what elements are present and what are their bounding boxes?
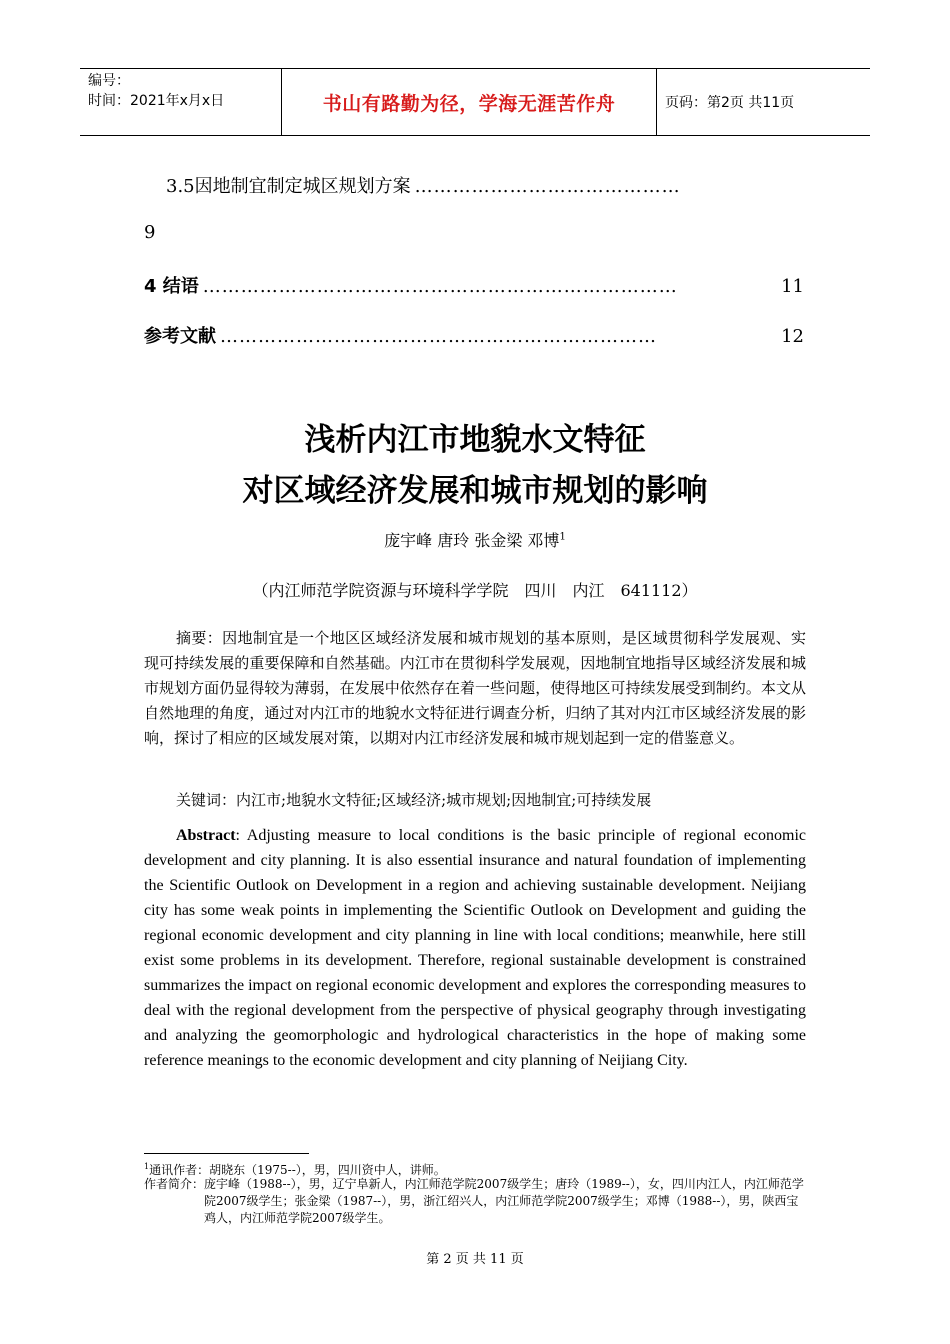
abstract-label: 摘要： [176,629,223,647]
footnote-corresponding-text: 通讯作者：胡晓东（1975--），男，四川资中人，讲师。 [149,1163,446,1177]
toc-entry-conclusion[interactable] [144,272,804,298]
author-footnote-mark: 1 [559,531,566,543]
keywords [144,788,806,813]
keywords-label: 关键词： [176,791,237,809]
footnote-divider [144,1153,309,1154]
toc-dots: ………………………………………………………………… [202,276,678,297]
toc-label: 参考文献 [144,326,216,347]
header-motto-cell [282,69,657,135]
authors [0,528,950,551]
footnote-bio-label: 作者简介： [144,1177,205,1191]
page-footer: 第 2 页 共 11 页 [426,1252,524,1267]
footnote-bio [144,1176,806,1227]
header-page-info: 页码：第2页 共11页 [665,95,795,111]
toc-label: 3.5因地制宜制定城区规划方案 [166,176,411,197]
header-time: 时间：2021年x月x日 [88,93,225,109]
toc-dots: …………………………………………………………… [220,326,657,347]
affiliation: （内江师范学院资源与环境科学学院 四川 内江 641112） [252,581,698,600]
abstract-english [144,823,806,1073]
toc-page: 9 [144,222,156,243]
abstract-en-label: Abstract [176,827,236,844]
header-number: 编号： [88,73,130,89]
toc-page: 12 [781,326,804,347]
header-meta [80,69,282,135]
toc-label: 4 结语 [144,276,199,297]
toc-page: 11 [781,276,804,297]
abstract-chinese [144,626,806,751]
author-names: 庞宇峰 唐玲 张金梁 邓博 [384,531,560,550]
header-motto: 书山有路勤为径，学海无涯苦作舟 [322,92,616,115]
footnote-mark: 1 [144,1162,150,1171]
toc-entry-references[interactable] [144,322,804,348]
toc-dots: …………………………………… [414,176,681,197]
abstract-text: 因地制宜是一个地区区域经济发展和城市规划的基本原则，是区域贯彻科学发展观、实现可持续发展的重要保障和自然基础。内江市在贯彻科学发展观，因地制宜地指导区域经济发展和城市规划方面仍显得较为薄弱，在发展中依然存在着一些问题，使得地区可持续发展受到制约。本文从自然地理的角度，通过对内江市的地貌水文特征进行调查分析，归纳了其对内江市区域经济发展的影响，探讨了相应的区域发展对策，以期对内江市经济发展和城市规划起到一定的借鉴意义。 [144,629,806,747]
footnote-bio-text: 庞宇峰（1988--），男，辽宁阜新人，内江师范学院2007级学生；唐玲（1989--），女，四川内江人，内江师范学院2007级学生；张金梁（1987--），男，浙江绍兴人，内江师范学院2007级学生；邓博（1988--），男，陕西宝鸡人，内江师范学院2007级学生。 [204,1177,804,1225]
paper-title-line-2: 对区域经济发展和城市规划的影响 [242,473,708,509]
abstract-en-text: : Adjusting measure to local conditions is the basic principle of regional economic development and city planning. It is also essential insurance and natural foundation of implementing the Scientific Outlook on Development in a region and achieving sustainable development. Neijiang city has some weak points in implementing the Scientific Outlook on Development and guiding the regional economic development and city planning in line with local conditions; meanwhile, here still exist some problems in its development. Therefore, regional sustainable development is constrained summarizes the impact on regional economic development and explores the corresponding measures to deal with the regional development from the perspective of physical geography through investigating and analyzing the geomorphologic and hydrological characteristics in the hope of making some reference meanings to the economic development and city planning of Neijiang City. [144,827,806,1069]
page-header [80,68,870,136]
paper-title-line-1: 浅析内江市地貌水文特征 [304,422,646,458]
keywords-text: 内江市;地貌水文特征;区域经济;城市规划;因地制宜;可持续发展 [236,791,652,809]
toc-entry-3-5[interactable] [144,172,804,198]
